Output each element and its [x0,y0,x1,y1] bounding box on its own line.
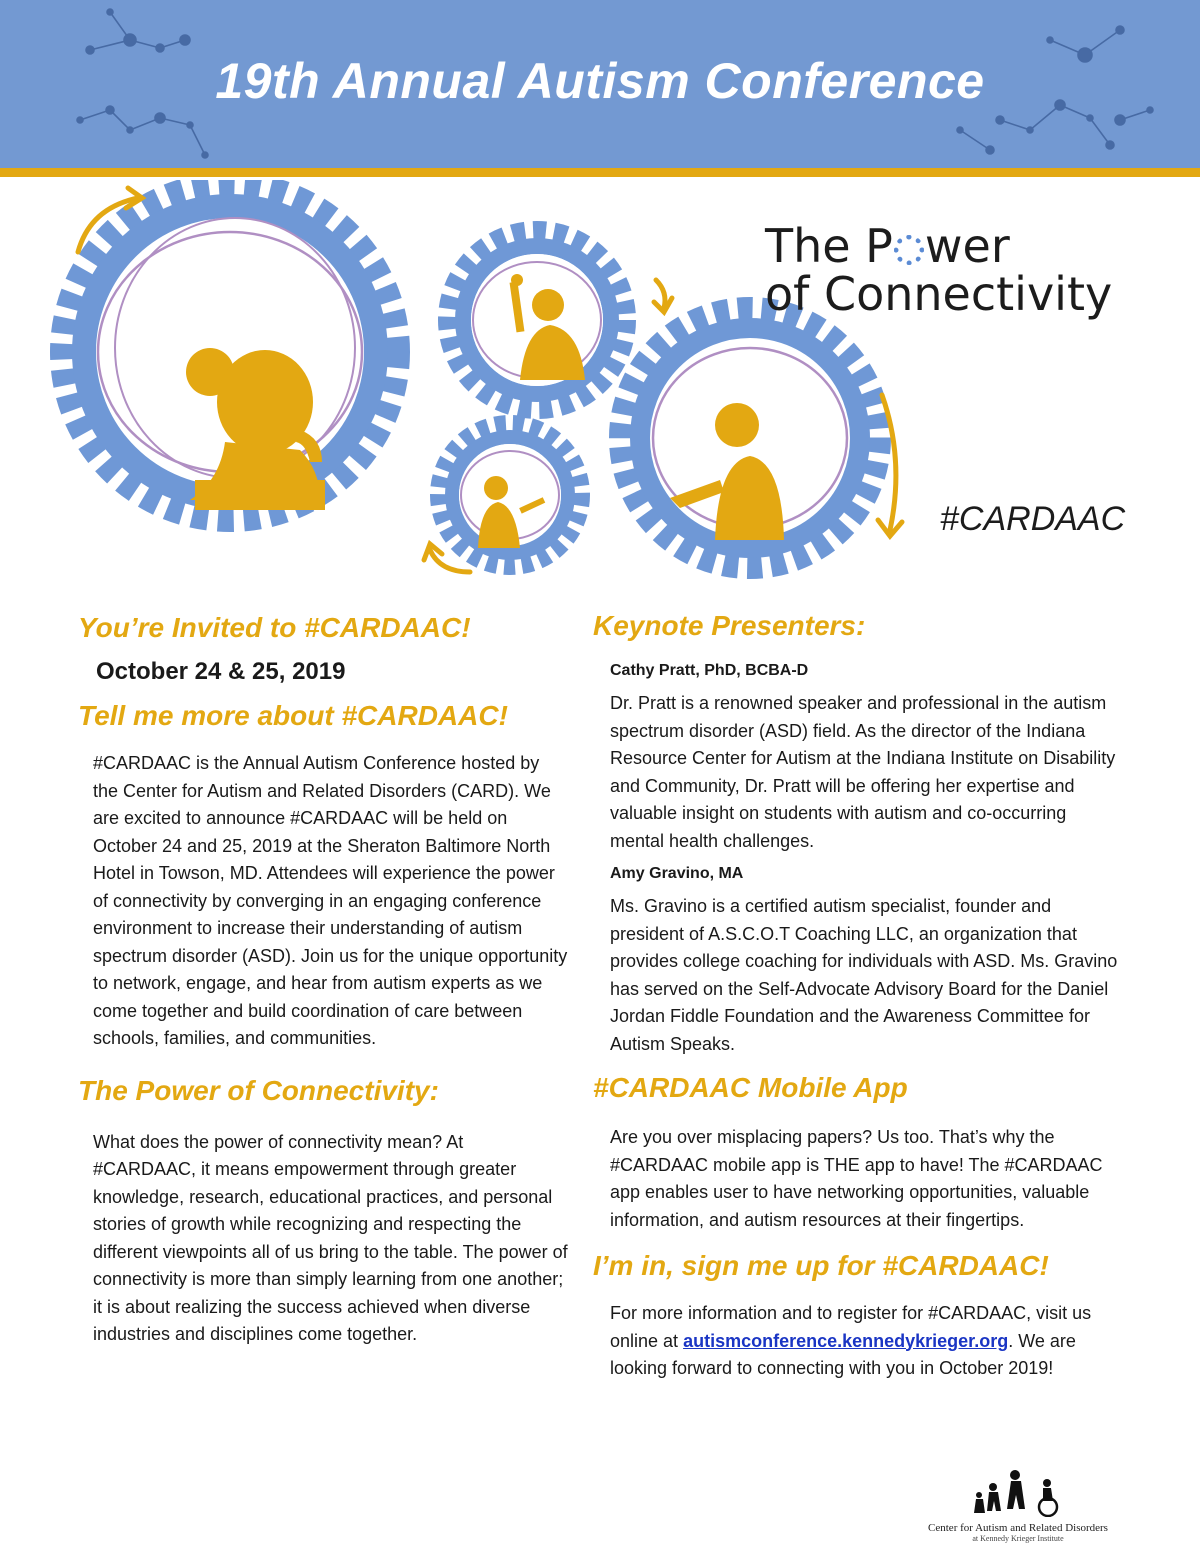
speaker-name: Cathy Pratt, PhD, BCBA-D [610,662,809,679]
tagline-line1-end: wer [924,219,1010,273]
tagline [765,219,1113,321]
logo-text-line2: at Kennedy Krieger Institute [972,1534,1064,1543]
conference-title: 19th Annual Autism Conference [215,53,985,109]
about-body: #CARDAAC is the Annual Autism Conference hosted by the Center for Autism and Related Disorders (CARD). We are excited to announce #CARDAAC will be held on October 24 and 25, 2019 at the Sheraton Baltimore North Hotel in Towson, MD. Attendees will experience the power of connectivity by converging in an engaging conference environment to increase their understanding of autism spectrum disorder (ASD). Join us for the unique opportunity to network, engage, and hear from autism experts as we come together and build coordination of care between schools, families, and communities. [93,753,568,1048]
conference-date: October 24 & 25, 2019 [96,658,346,685]
signup-text-after: . We are looking forward to connecting with you in October 2019! [610,1330,1076,1378]
app-body: Are you over misplacing papers? Us too. That’s why the #CARDAAC mobile app is THE app to have! The #CARDAAC app enables user to have networking opportunities, valuable information, and autism resources at their fingertips. [610,1127,1103,1230]
registration-link[interactable]: autismconference.kennedykrieger.org [683,1330,1009,1351]
speaker-bio: Dr. Pratt is a renowned speaker and professional in the autism spectrum disorder (ASD) field. As the director of the Indiana Resource Center for Autism at the Indiana Institute on Disability and Community, Dr. Pratt will be offering her expertise and valuable insight on students with autism and co-occurring mental health challenges. [610,693,1116,851]
tagline-line2: of Connectivity [765,267,1113,321]
family-logo-icon [963,1465,1073,1517]
about-heading: Tell me more about #CARDAAC! [78,700,508,731]
logo-text-line1: Center for Autism and Related Disorders [928,1522,1108,1534]
signup-text-before: For more information and to register for #CARDAAC, visit us online at [610,1303,1092,1351]
signup-heading: I’m in, sign me up for #CARDAAC! [593,1250,1049,1281]
tagline-line1-start: The P [765,219,893,273]
right-column [593,610,1123,1383]
left-column [78,612,568,1349]
header-banner [0,0,1200,168]
power-heading: The Power of Connectivity: [78,1074,439,1106]
signup-body [610,1300,1123,1383]
keynote-heading: Keynote Presenters: [593,610,866,641]
hero-hashtag: #CARDAAC [940,500,1126,538]
app-heading: #CARDAAC Mobile App [593,1072,908,1103]
speaker-name: Amy Gravino, MA [610,865,744,882]
power-body: What does the power of connectivity mean? At #CARDAAC, it means empowerment through greater knowledge, research, educational practices, and personal stories of growth while recognizing and respecting the different viewpoints all of us bring to the table. The power of connectivity is more than simply learning from one another; it is about realizing the success achieved when diverse industries and disciplines come together. [93,1131,568,1344]
invite-heading: You’re Invited to #CARDAAC! [78,612,471,643]
banner-accent-stripe [0,168,1200,177]
gear-top-icon [447,230,627,410]
power-ring-icon [894,235,924,265]
speaker-bio: Ms. Gravino is a certified autism specialist, founder and president of A.S.C.O.T Coaching LLC, an organization that provides college coaching for individuals with ASD. Ms. Gravino has served on the Self-Advocate Advisory Board for the Daniel Jordan Fiddle Foundation and the Awareness Committee for Autism Speaks. [610,896,1118,1054]
card-logo [918,1465,1118,1543]
